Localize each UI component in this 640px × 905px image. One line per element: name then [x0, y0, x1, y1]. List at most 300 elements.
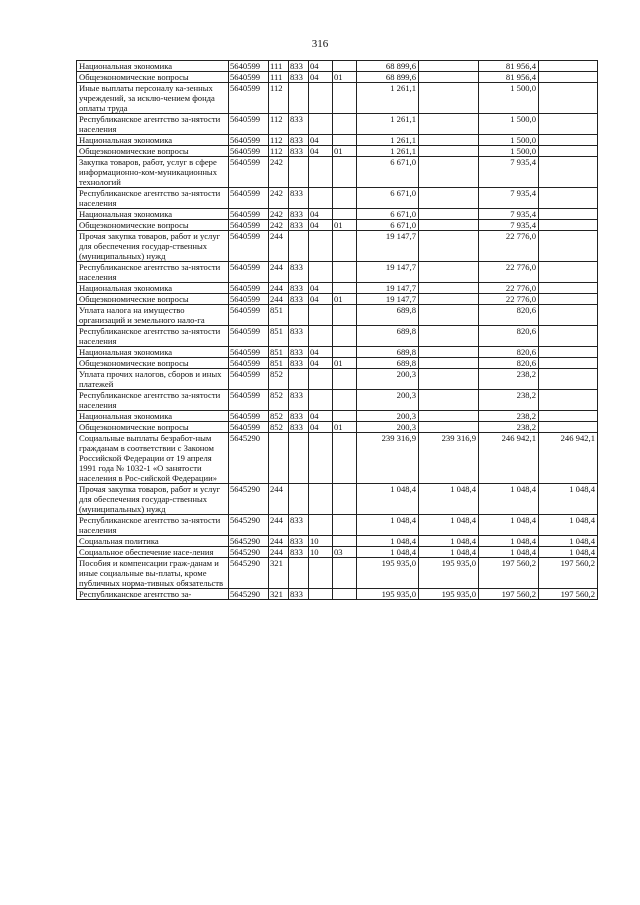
amount-2014-cell: 200,3 [357, 411, 419, 422]
subsection-cell [333, 484, 357, 515]
amount-2015-federal-cell [539, 347, 598, 358]
amount-2015-cell: 238,2 [479, 422, 539, 433]
amount-2014-federal-cell [419, 326, 479, 347]
amount-2015-cell: 22 776,0 [479, 294, 539, 305]
amount-2014-cell: 1 261,1 [357, 135, 419, 146]
ministry-code-cell [289, 231, 309, 262]
budget-table [76, 60, 598, 600]
table-row [77, 305, 598, 326]
section-cell [309, 515, 333, 536]
target-article-cell: 5640599 [229, 411, 269, 422]
subsection-cell: 01 [333, 358, 357, 369]
subsection-cell [333, 114, 357, 135]
amount-2014-cell: 6 671,0 [357, 209, 419, 220]
amount-2015-cell: 81 956,4 [479, 61, 539, 72]
amount-2014-federal-cell [419, 294, 479, 305]
amount-2014-cell: 68 899,6 [357, 61, 419, 72]
amount-2014-federal-cell: 239 316,9 [419, 433, 479, 484]
expense-type-cell: 242 [269, 157, 289, 188]
amount-2014-federal-cell: 195 935,0 [419, 558, 479, 589]
section-cell: 04 [309, 220, 333, 231]
amount-2014-cell: 200,3 [357, 390, 419, 411]
table-row [77, 135, 598, 146]
amount-2015-federal-cell [539, 114, 598, 135]
section-cell: 04 [309, 422, 333, 433]
amount-2015-cell: 7 935,4 [479, 220, 539, 231]
expense-type-cell: 111 [269, 72, 289, 83]
row-name-cell: Уплата налога на имущество организаций и земельного нало-га [77, 305, 229, 326]
section-cell: 10 [309, 547, 333, 558]
row-name-cell: Национальная экономика [77, 347, 229, 358]
ministry-code-cell [289, 157, 309, 188]
row-name-cell: Уплата прочих налогов, сборов и иных платежей [77, 369, 229, 390]
amount-2015-cell: 246 942,1 [479, 433, 539, 484]
target-article-cell: 5645290 [229, 558, 269, 589]
amount-2015-federal-cell [539, 209, 598, 220]
amount-2015-federal-cell [539, 305, 598, 326]
amount-2014-cell: 1 261,1 [357, 83, 419, 114]
section-cell: 04 [309, 146, 333, 157]
table-row [77, 220, 598, 231]
row-name-cell: Социальная политика [77, 536, 229, 547]
section-cell [309, 305, 333, 326]
ministry-code-cell [289, 484, 309, 515]
amount-2014-cell: 19 147,7 [357, 262, 419, 283]
subsection-cell [333, 83, 357, 114]
amount-2015-cell: 7 935,4 [479, 209, 539, 220]
ministry-code-cell [289, 83, 309, 114]
expense-type-cell: 852 [269, 422, 289, 433]
amount-2014-federal-cell [419, 146, 479, 157]
expense-type-cell: 242 [269, 220, 289, 231]
amount-2014-cell: 239 316,9 [357, 433, 419, 484]
amount-2014-cell: 689,8 [357, 326, 419, 347]
subsection-cell [333, 326, 357, 347]
ministry-code-cell: 833 [289, 422, 309, 433]
row-name-cell: Национальная экономика [77, 283, 229, 294]
table-row [77, 547, 598, 558]
amount-2015-federal-cell [539, 157, 598, 188]
amount-2015-cell: 1 048,4 [479, 547, 539, 558]
section-cell: 04 [309, 283, 333, 294]
section-cell [309, 231, 333, 262]
table-row [77, 484, 598, 515]
expense-type-cell: 852 [269, 411, 289, 422]
amount-2014-cell: 689,8 [357, 305, 419, 326]
row-name-cell: Республиканское агентство за-нятости населения [77, 114, 229, 135]
amount-2014-federal-cell: 1 048,4 [419, 515, 479, 536]
row-name-cell: Общеэкономические вопросы [77, 422, 229, 433]
section-cell [309, 262, 333, 283]
expense-type-cell: 851 [269, 305, 289, 326]
amount-2015-federal-cell [539, 61, 598, 72]
amount-2014-cell: 689,8 [357, 358, 419, 369]
amount-2014-cell: 19 147,7 [357, 283, 419, 294]
amount-2015-federal-cell [539, 283, 598, 294]
section-cell [309, 558, 333, 589]
amount-2014-federal-cell [419, 305, 479, 326]
row-name-cell: Национальная экономика [77, 135, 229, 146]
amount-2015-cell: 820,6 [479, 347, 539, 358]
row-name-cell: Республиканское агентство за-нятости населения [77, 515, 229, 536]
ministry-code-cell [289, 305, 309, 326]
table-row [77, 369, 598, 390]
expense-type-cell: 244 [269, 515, 289, 536]
subsection-cell [333, 411, 357, 422]
subsection-cell: 01 [333, 146, 357, 157]
table-row [77, 433, 598, 484]
amount-2015-cell: 238,2 [479, 390, 539, 411]
amount-2015-federal-cell [539, 358, 598, 369]
section-cell: 04 [309, 61, 333, 72]
expense-type-cell: 244 [269, 294, 289, 305]
ministry-code-cell: 833 [289, 547, 309, 558]
amount-2014-federal-cell [419, 390, 479, 411]
amount-2015-federal-cell: 1 048,4 [539, 515, 598, 536]
expense-type-cell: 112 [269, 146, 289, 157]
ministry-code-cell: 833 [289, 188, 309, 209]
table-row [77, 146, 598, 157]
amount-2014-federal-cell: 1 048,4 [419, 536, 479, 547]
amount-2015-federal-cell [539, 220, 598, 231]
ministry-code-cell: 833 [289, 72, 309, 83]
row-name-cell: Закупка товаров, работ, услуг в сфере информационно-ком-муникационных технологий [77, 157, 229, 188]
section-cell [309, 83, 333, 114]
row-name-cell: Прочая закупка товаров, работ и услуг для обеспечения государ-ственных (муниципальных) нужд [77, 484, 229, 515]
target-article-cell: 5645290 [229, 484, 269, 515]
target-article-cell: 5640599 [229, 157, 269, 188]
ministry-code-cell [289, 433, 309, 484]
target-article-cell: 5640599 [229, 83, 269, 114]
amount-2014-cell: 68 899,6 [357, 72, 419, 83]
amount-2015-federal-cell [539, 135, 598, 146]
amount-2014-cell: 195 935,0 [357, 589, 419, 600]
subsection-cell: 01 [333, 220, 357, 231]
section-cell [309, 484, 333, 515]
table-row [77, 347, 598, 358]
amount-2014-federal-cell [419, 135, 479, 146]
row-name-cell: Социальное обеспечение насе-ления [77, 547, 229, 558]
amount-2015-federal-cell [539, 294, 598, 305]
amount-2015-cell: 1 048,4 [479, 515, 539, 536]
target-article-cell: 5640599 [229, 220, 269, 231]
table-row [77, 589, 598, 600]
amount-2015-cell: 238,2 [479, 411, 539, 422]
ministry-code-cell: 833 [289, 536, 309, 547]
row-name-cell: Социальные выплаты безработ-ным гражданам в соответствии с Законом Российской Федерации от 19 апреля 1991 года № 1032-1 «О занятости населения в Рос-сийской Федерации» [77, 433, 229, 484]
amount-2014-cell: 1 261,1 [357, 114, 419, 135]
amount-2015-federal-cell: 1 048,4 [539, 536, 598, 547]
row-name-cell: Национальная экономика [77, 411, 229, 422]
amount-2014-cell: 6 671,0 [357, 157, 419, 188]
expense-type-cell: 851 [269, 358, 289, 369]
target-article-cell: 5645290 [229, 536, 269, 547]
amount-2015-cell: 1 500,0 [479, 83, 539, 114]
row-name-cell: Республиканское агентство за-нятости населения [77, 188, 229, 209]
amount-2014-cell: 1 048,4 [357, 536, 419, 547]
amount-2015-cell: 1 500,0 [479, 114, 539, 135]
expense-type-cell: 112 [269, 135, 289, 146]
subsection-cell: 03 [333, 547, 357, 558]
amount-2015-cell: 1 500,0 [479, 146, 539, 157]
amount-2015-cell: 7 935,4 [479, 188, 539, 209]
page-number: 316 [311, 38, 329, 50]
amount-2014-cell: 6 671,0 [357, 220, 419, 231]
expense-type-cell: 244 [269, 536, 289, 547]
amount-2014-cell: 200,3 [357, 369, 419, 390]
table-row [77, 358, 598, 369]
target-article-cell: 5640599 [229, 369, 269, 390]
ministry-code-cell [289, 558, 309, 589]
table-row [77, 515, 598, 536]
target-article-cell: 5640599 [229, 347, 269, 358]
expense-type-cell: 244 [269, 231, 289, 262]
table-row [77, 83, 598, 114]
amount-2015-federal-cell [539, 422, 598, 433]
amount-2014-federal-cell: 1 048,4 [419, 484, 479, 515]
table-row [77, 231, 598, 262]
expense-type-cell: 244 [269, 547, 289, 558]
ministry-code-cell: 833 [289, 294, 309, 305]
target-article-cell: 5640599 [229, 72, 269, 83]
amount-2015-cell: 22 776,0 [479, 231, 539, 262]
target-article-cell: 5640599 [229, 61, 269, 72]
amount-2014-cell: 1 048,4 [357, 515, 419, 536]
amount-2015-federal-cell [539, 262, 598, 283]
expense-type-cell: 244 [269, 262, 289, 283]
subsection-cell [333, 188, 357, 209]
row-name-cell: Общеэкономические вопросы [77, 146, 229, 157]
section-cell [309, 157, 333, 188]
target-article-cell: 5640599 [229, 422, 269, 433]
amount-2014-federal-cell [419, 61, 479, 72]
amount-2014-federal-cell [419, 231, 479, 262]
table-row [77, 536, 598, 547]
amount-2014-cell: 195 935,0 [357, 558, 419, 589]
amount-2015-cell: 7 935,4 [479, 157, 539, 188]
row-name-cell: Пособия и компенсации граж-данам и иные социальные вы-платы, кроме публичных норма-тивных обязательств [77, 558, 229, 589]
section-cell [309, 326, 333, 347]
table-row [77, 157, 598, 188]
subsection-cell: 01 [333, 294, 357, 305]
ministry-code-cell: 833 [289, 390, 309, 411]
row-name-cell: Иные выплаты персоналу ка-зенных учреждений, за исклю-чением фонда оплаты труда [77, 83, 229, 114]
amount-2015-cell: 197 560,2 [479, 589, 539, 600]
amount-2014-federal-cell [419, 209, 479, 220]
expense-type-cell: 112 [269, 114, 289, 135]
target-article-cell: 5645290 [229, 433, 269, 484]
target-article-cell: 5640599 [229, 135, 269, 146]
table-row [77, 294, 598, 305]
subsection-cell [333, 61, 357, 72]
amount-2014-federal-cell [419, 157, 479, 188]
amount-2015-federal-cell [539, 369, 598, 390]
subsection-cell [333, 390, 357, 411]
ministry-code-cell: 833 [289, 262, 309, 283]
subsection-cell [333, 369, 357, 390]
section-cell: 04 [309, 72, 333, 83]
ministry-code-cell [289, 369, 309, 390]
expense-type-cell: 321 [269, 558, 289, 589]
amount-2014-federal-cell [419, 188, 479, 209]
table-row [77, 411, 598, 422]
row-name-cell: Республиканское агентство за-нятости населения [77, 262, 229, 283]
amount-2014-cell: 19 147,7 [357, 231, 419, 262]
expense-type-cell: 852 [269, 390, 289, 411]
amount-2014-cell: 1 048,4 [357, 547, 419, 558]
expense-type-cell: 112 [269, 83, 289, 114]
subsection-cell [333, 135, 357, 146]
target-article-cell: 5645290 [229, 589, 269, 600]
expense-type-cell: 111 [269, 61, 289, 72]
target-article-cell: 5640599 [229, 188, 269, 209]
ministry-code-cell: 833 [289, 220, 309, 231]
amount-2015-cell: 820,6 [479, 358, 539, 369]
ministry-code-cell: 833 [289, 589, 309, 600]
section-cell: 04 [309, 294, 333, 305]
target-article-cell: 5640599 [229, 209, 269, 220]
section-cell: 04 [309, 347, 333, 358]
target-article-cell: 5640599 [229, 390, 269, 411]
section-cell [309, 114, 333, 135]
subsection-cell [333, 231, 357, 262]
expense-type-cell: 851 [269, 326, 289, 347]
section-cell: 04 [309, 358, 333, 369]
ministry-code-cell: 833 [289, 135, 309, 146]
amount-2015-federal-cell [539, 231, 598, 262]
amount-2014-cell: 1 048,4 [357, 484, 419, 515]
row-name-cell: Общеэкономические вопросы [77, 358, 229, 369]
subsection-cell [333, 515, 357, 536]
amount-2015-federal-cell: 197 560,2 [539, 589, 598, 600]
amount-2015-federal-cell: 197 560,2 [539, 558, 598, 589]
amount-2014-federal-cell [419, 358, 479, 369]
amount-2015-cell: 81 956,4 [479, 72, 539, 83]
subsection-cell [333, 589, 357, 600]
ministry-code-cell: 833 [289, 326, 309, 347]
target-article-cell: 5640599 [229, 294, 269, 305]
ministry-code-cell: 833 [289, 358, 309, 369]
subsection-cell [333, 433, 357, 484]
ministry-code-cell: 833 [289, 283, 309, 294]
expense-type-cell: 244 [269, 484, 289, 515]
target-article-cell: 5640599 [229, 262, 269, 283]
table-row [77, 558, 598, 589]
amount-2015-cell: 22 776,0 [479, 262, 539, 283]
amount-2015-federal-cell [539, 188, 598, 209]
amount-2014-federal-cell [419, 347, 479, 358]
target-article-cell: 5645290 [229, 515, 269, 536]
amount-2015-cell: 197 560,2 [479, 558, 539, 589]
amount-2014-federal-cell [419, 369, 479, 390]
expense-type-cell: 852 [269, 369, 289, 390]
amount-2014-federal-cell [419, 220, 479, 231]
subsection-cell [333, 536, 357, 547]
subsection-cell [333, 283, 357, 294]
ministry-code-cell: 833 [289, 114, 309, 135]
subsection-cell [333, 305, 357, 326]
amount-2014-federal-cell [419, 114, 479, 135]
table-row [77, 209, 598, 220]
subsection-cell: 01 [333, 422, 357, 433]
target-article-cell: 5640599 [229, 305, 269, 326]
row-name-cell: Общеэкономические вопросы [77, 294, 229, 305]
amount-2014-cell: 1 261,1 [357, 146, 419, 157]
amount-2014-cell: 200,3 [357, 422, 419, 433]
amount-2015-federal-cell: 1 048,4 [539, 547, 598, 558]
row-name-cell: Республиканское агентство за-нятости населения [77, 390, 229, 411]
subsection-cell [333, 558, 357, 589]
section-cell [309, 369, 333, 390]
amount-2014-federal-cell: 1 048,4 [419, 547, 479, 558]
ministry-code-cell: 833 [289, 61, 309, 72]
ministry-code-cell: 833 [289, 209, 309, 220]
amount-2015-federal-cell [539, 83, 598, 114]
amount-2015-federal-cell: 246 942,1 [539, 433, 598, 484]
target-article-cell: 5640599 [229, 358, 269, 369]
amount-2014-federal-cell [419, 262, 479, 283]
amount-2015-cell: 22 776,0 [479, 283, 539, 294]
amount-2015-cell: 820,6 [479, 305, 539, 326]
row-name-cell: Республиканское агентство за-нятости населения [77, 326, 229, 347]
expense-type-cell: 242 [269, 209, 289, 220]
ministry-code-cell: 833 [289, 515, 309, 536]
amount-2014-federal-cell [419, 283, 479, 294]
target-article-cell: 5640599 [229, 146, 269, 157]
amount-2015-cell: 1 048,4 [479, 536, 539, 547]
amount-2014-federal-cell: 195 935,0 [419, 589, 479, 600]
expense-type-cell [269, 433, 289, 484]
table-row [77, 262, 598, 283]
row-name-cell: Прочая закупка товаров, работ и услуг для обеспечения государ-ственных (муниципальных) нужд [77, 231, 229, 262]
amount-2015-federal-cell [539, 326, 598, 347]
amount-2015-cell: 1 048,4 [479, 484, 539, 515]
amount-2014-cell: 19 147,7 [357, 294, 419, 305]
ministry-code-cell: 833 [289, 411, 309, 422]
subsection-cell: 01 [333, 72, 357, 83]
ministry-code-cell: 833 [289, 347, 309, 358]
expense-type-cell: 321 [269, 589, 289, 600]
amount-2015-federal-cell [539, 146, 598, 157]
section-cell [309, 188, 333, 209]
target-article-cell: 5640599 [229, 114, 269, 135]
section-cell [309, 390, 333, 411]
subsection-cell [333, 262, 357, 283]
section-cell: 04 [309, 209, 333, 220]
row-name-cell: Национальная экономика [77, 209, 229, 220]
amount-2015-cell: 238,2 [479, 369, 539, 390]
amount-2015-cell: 820,6 [479, 326, 539, 347]
section-cell: 04 [309, 135, 333, 146]
amount-2014-federal-cell [419, 83, 479, 114]
expense-type-cell: 242 [269, 188, 289, 209]
amount-2014-federal-cell [419, 72, 479, 83]
section-cell [309, 433, 333, 484]
section-cell: 04 [309, 411, 333, 422]
subsection-cell [333, 347, 357, 358]
amount-2014-federal-cell [419, 422, 479, 433]
row-name-cell: Общеэкономические вопросы [77, 220, 229, 231]
target-article-cell: 5640599 [229, 283, 269, 294]
table-body [77, 61, 598, 600]
table-row [77, 114, 598, 135]
subsection-cell [333, 209, 357, 220]
ministry-code-cell: 833 [289, 146, 309, 157]
section-cell [309, 589, 333, 600]
row-name-cell: Республиканское агентство за- [77, 589, 229, 600]
target-article-cell: 5640599 [229, 231, 269, 262]
target-article-cell: 5640599 [229, 326, 269, 347]
